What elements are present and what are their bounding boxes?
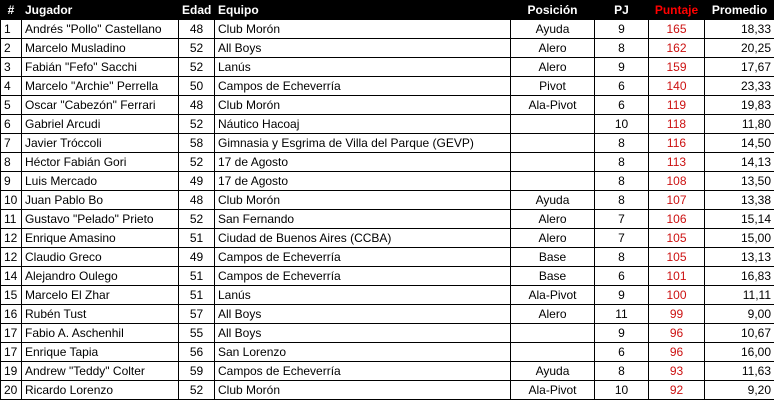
cell-average: 18,33 [705, 20, 774, 39]
cell-points: 92 [649, 381, 705, 400]
cell-games: 6 [595, 96, 649, 115]
cell-num: 11 [1, 210, 22, 229]
cell-points: 99 [649, 305, 705, 324]
cell-position: Ayuda [511, 362, 595, 381]
table-row [1, 248, 774, 267]
cell-position [511, 134, 595, 153]
cell-position: Ala-Pivot [511, 96, 595, 115]
cell-position: Ayuda [511, 191, 595, 210]
cell-num: 5 [1, 96, 22, 115]
table-row [1, 324, 774, 343]
cell-position: Alero [511, 210, 595, 229]
cell-team: Lanús [215, 58, 511, 77]
cell-age: 50 [179, 77, 215, 96]
cell-games: 7 [595, 229, 649, 248]
cell-average: 11,80 [705, 115, 774, 134]
table-row [1, 134, 774, 153]
cell-position [511, 324, 595, 343]
cell-num: 12 [1, 229, 22, 248]
cell-position: Pivot [511, 77, 595, 96]
cell-games: 9 [595, 324, 649, 343]
cell-age: 49 [179, 172, 215, 191]
cell-games: 9 [595, 286, 649, 305]
cell-num: 6 [1, 115, 22, 134]
cell-num: 19 [1, 362, 22, 381]
table-row [1, 229, 774, 248]
cell-average: 11,11 [705, 286, 774, 305]
cell-player: Marcelo "Archie" Perrella [22, 77, 179, 96]
cell-position [511, 153, 595, 172]
cell-points: 106 [649, 210, 705, 229]
cell-average: 16,83 [705, 267, 774, 286]
cell-average: 16,00 [705, 343, 774, 362]
cell-position [511, 172, 595, 191]
cell-player: Enrique Amasino [22, 229, 179, 248]
cell-points: 96 [649, 343, 705, 362]
table-row [1, 115, 774, 134]
cell-games: 9 [595, 58, 649, 77]
cell-age: 52 [179, 115, 215, 134]
cell-age: 59 [179, 362, 215, 381]
cell-age: 58 [179, 134, 215, 153]
cell-player: Enrique Tapia [22, 343, 179, 362]
cell-average: 13,38 [705, 191, 774, 210]
cell-num: 12 [1, 248, 22, 267]
cell-average: 23,33 [705, 77, 774, 96]
cell-num: 16 [1, 305, 22, 324]
header-points: Puntaje [649, 1, 705, 20]
cell-points: 113 [649, 153, 705, 172]
cell-num: 10 [1, 191, 22, 210]
cell-position: Alero [511, 39, 595, 58]
cell-position: Ala-Pivot [511, 381, 595, 400]
cell-position: Base [511, 267, 595, 286]
header-num: # [1, 1, 22, 20]
cell-average: 10,67 [705, 324, 774, 343]
cell-average: 11,63 [705, 362, 774, 381]
cell-points: 96 [649, 324, 705, 343]
cell-age: 49 [179, 248, 215, 267]
cell-points: 105 [649, 229, 705, 248]
table-row [1, 381, 774, 400]
cell-team: Lanús [215, 286, 511, 305]
cell-age: 48 [179, 96, 215, 115]
header-position: Posición [511, 1, 595, 20]
cell-games: 8 [595, 39, 649, 58]
cell-team: Náutico Hacoaj [215, 115, 511, 134]
cell-position: Alero [511, 229, 595, 248]
cell-team: Ciudad de Buenos Aires (CCBA) [215, 229, 511, 248]
cell-num: 9 [1, 172, 22, 191]
cell-player: Claudio Greco [22, 248, 179, 267]
cell-points: 165 [649, 20, 705, 39]
cell-team: All Boys [215, 39, 511, 58]
cell-average: 9,20 [705, 381, 774, 400]
cell-team: Campos de Echeverría [215, 77, 511, 96]
cell-position: Alero [511, 305, 595, 324]
cell-age: 52 [179, 210, 215, 229]
table-row [1, 191, 774, 210]
cell-position: Ala-Pivot [511, 286, 595, 305]
cell-age: 52 [179, 58, 215, 77]
cell-age: 51 [179, 229, 215, 248]
cell-games: 10 [595, 381, 649, 400]
cell-player: Juan Pablo Bo [22, 191, 179, 210]
cell-team: San Lorenzo [215, 343, 511, 362]
header-player: Jugador [22, 1, 179, 20]
table-body [1, 20, 774, 400]
cell-average: 13,13 [705, 248, 774, 267]
cell-average: 15,14 [705, 210, 774, 229]
cell-team: 17 de Agosto [215, 172, 511, 191]
cell-team: Campos de Echeverría [215, 267, 511, 286]
table-row [1, 267, 774, 286]
cell-position [511, 115, 595, 134]
cell-player: Gustavo "Pelado" Prieto [22, 210, 179, 229]
table-row [1, 286, 774, 305]
cell-games: 8 [595, 153, 649, 172]
table-row [1, 20, 774, 39]
cell-games: 8 [595, 172, 649, 191]
cell-team: All Boys [215, 324, 511, 343]
cell-team: Campos de Echeverría [215, 362, 511, 381]
cell-points: 159 [649, 58, 705, 77]
cell-age: 55 [179, 324, 215, 343]
table-row [1, 39, 774, 58]
cell-team: 17 de Agosto [215, 153, 511, 172]
cell-num: 20 [1, 381, 22, 400]
cell-average: 14,13 [705, 153, 774, 172]
cell-num: 3 [1, 58, 22, 77]
cell-games: 9 [595, 20, 649, 39]
cell-num: 14 [1, 267, 22, 286]
cell-player: Andrew "Teddy" Colter [22, 362, 179, 381]
cell-player: Oscar "Cabezón" Ferrari [22, 96, 179, 115]
table-row [1, 343, 774, 362]
cell-age: 51 [179, 267, 215, 286]
cell-team: San Fernando [215, 210, 511, 229]
cell-games: 8 [595, 191, 649, 210]
cell-age: 48 [179, 191, 215, 210]
cell-position: Ayuda [511, 20, 595, 39]
cell-player: Héctor Fabián Gori [22, 153, 179, 172]
cell-num: 15 [1, 286, 22, 305]
cell-team: Club Morón [215, 191, 511, 210]
cell-player: Rubén Tust [22, 305, 179, 324]
cell-player: Fabio A. Aschenhil [22, 324, 179, 343]
cell-num: 17 [1, 324, 22, 343]
table-header [1, 1, 774, 20]
cell-team: Club Morón [215, 20, 511, 39]
header-games: PJ [595, 1, 649, 20]
cell-player: Marcelo Musladino [22, 39, 179, 58]
header-row [1, 1, 774, 20]
cell-team: Campos de Echeverría [215, 248, 511, 267]
cell-games: 11 [595, 305, 649, 324]
cell-player: Gabriel Arcudi [22, 115, 179, 134]
cell-age: 51 [179, 286, 215, 305]
cell-age: 52 [179, 381, 215, 400]
cell-average: 15,00 [705, 229, 774, 248]
cell-player: Ricardo Lorenzo [22, 381, 179, 400]
cell-age: 57 [179, 305, 215, 324]
cell-points: 101 [649, 267, 705, 286]
cell-games: 6 [595, 343, 649, 362]
table-row [1, 153, 774, 172]
cell-games: 8 [595, 362, 649, 381]
header-age: Edad [179, 1, 215, 20]
cell-num: 1 [1, 20, 22, 39]
cell-games: 6 [595, 77, 649, 96]
cell-team: Club Morón [215, 96, 511, 115]
cell-position [511, 343, 595, 362]
table-row [1, 305, 774, 324]
cell-games: 8 [595, 248, 649, 267]
cell-num: 2 [1, 39, 22, 58]
cell-player: Luis Mercado [22, 172, 179, 191]
cell-position: Alero [511, 58, 595, 77]
cell-games: 7 [595, 210, 649, 229]
cell-average: 14,50 [705, 134, 774, 153]
cell-games: 10 [595, 115, 649, 134]
cell-points: 100 [649, 286, 705, 305]
cell-player: Alejandro Oulego [22, 267, 179, 286]
cell-points: 116 [649, 134, 705, 153]
cell-num: 8 [1, 153, 22, 172]
cell-team: Club Morón [215, 381, 511, 400]
cell-average: 17,67 [705, 58, 774, 77]
cell-points: 108 [649, 172, 705, 191]
cell-player: Javier Tróccoli [22, 134, 179, 153]
cell-average: 13,50 [705, 172, 774, 191]
cell-num: 4 [1, 77, 22, 96]
cell-points: 119 [649, 96, 705, 115]
cell-age: 52 [179, 39, 215, 58]
table-row [1, 362, 774, 381]
header-team: Equipo [215, 1, 511, 20]
header-average: Promedio [705, 1, 774, 20]
cell-points: 118 [649, 115, 705, 134]
cell-games: 8 [595, 134, 649, 153]
cell-num: 17 [1, 343, 22, 362]
cell-player: Fabián "Fefo" Sacchi [22, 58, 179, 77]
cell-average: 9,00 [705, 305, 774, 324]
cell-team: Gimnasia y Esgrima de Villa del Parque (GEVP) [215, 134, 511, 153]
cell-player: Andrés "Pollo" Castellano [22, 20, 179, 39]
cell-team: All Boys [215, 305, 511, 324]
cell-age: 52 [179, 153, 215, 172]
cell-average: 19,83 [705, 96, 774, 115]
cell-points: 93 [649, 362, 705, 381]
cell-num: 7 [1, 134, 22, 153]
cell-games: 6 [595, 267, 649, 286]
cell-points: 140 [649, 77, 705, 96]
table-row [1, 172, 774, 191]
table-row [1, 96, 774, 115]
cell-age: 56 [179, 343, 215, 362]
cell-average: 20,25 [705, 39, 774, 58]
table-row [1, 77, 774, 96]
cell-points: 107 [649, 191, 705, 210]
cell-age: 48 [179, 20, 215, 39]
cell-player: Marcelo El Zhar [22, 286, 179, 305]
cell-points: 105 [649, 248, 705, 267]
table-row [1, 58, 774, 77]
cell-points: 162 [649, 39, 705, 58]
table-row [1, 210, 774, 229]
cell-position: Base [511, 248, 595, 267]
